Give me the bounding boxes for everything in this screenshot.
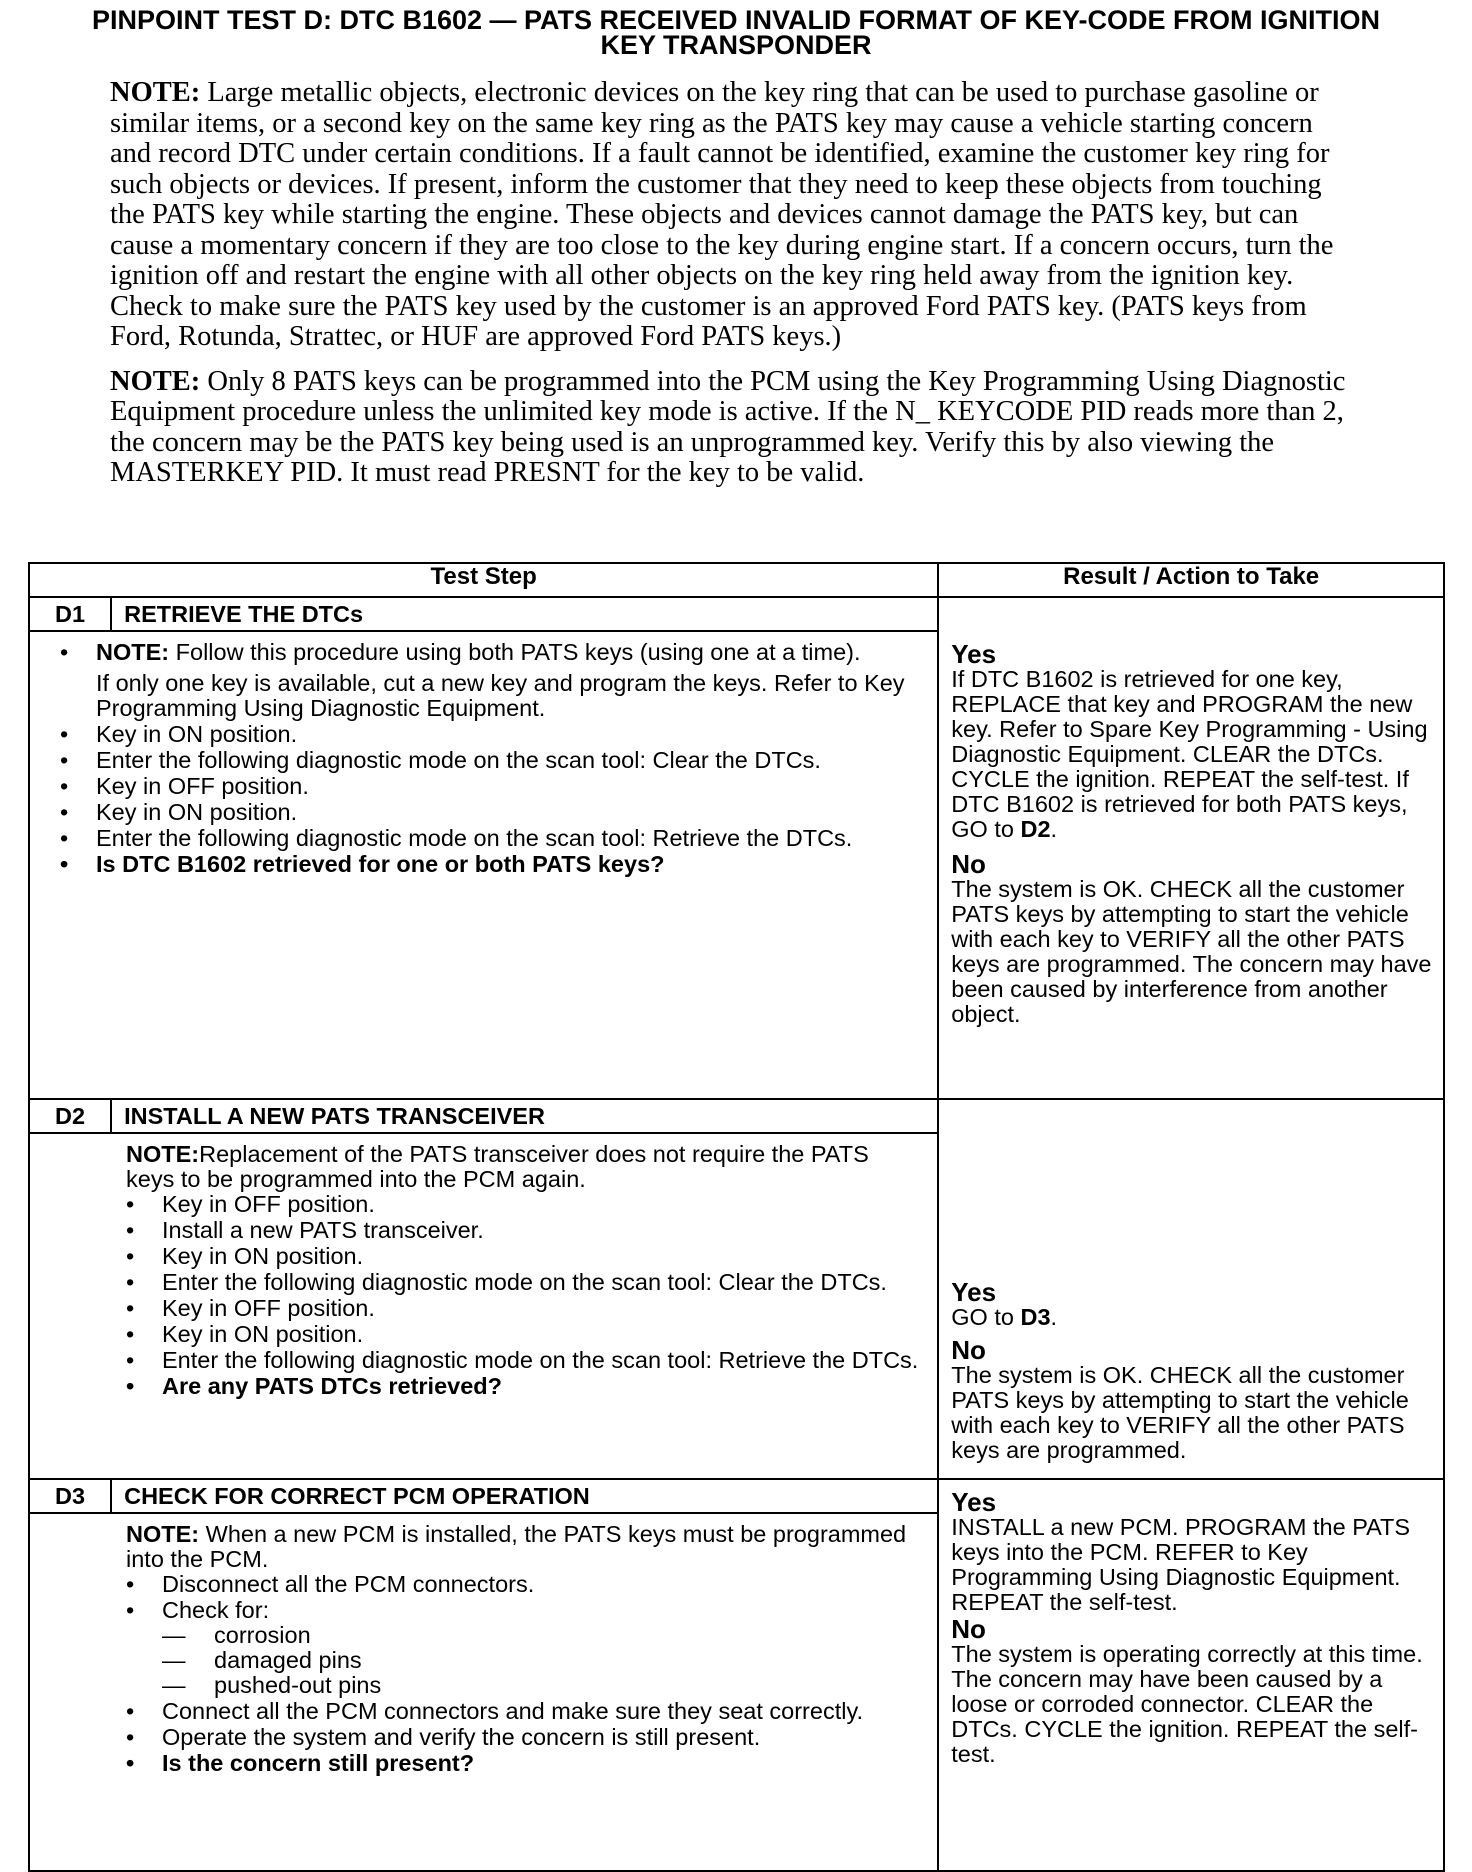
step-result-cell [938,597,1444,1099]
step-question: • Is the concern still present? [126,1751,919,1776]
check-item: — pushed-out pins [162,1673,919,1698]
step-note [126,1522,919,1572]
note-label: NOTE: [126,1521,200,1547]
list-item: • Enter the following diagnostic mode on the scan tool: Clear the DTCs. [60,748,919,773]
step-note [126,1142,919,1192]
note-text: Replacement of the PATS transceiver does not require the PATS keys to be programmed into the PCM again. [126,1141,869,1192]
step-bullet-list [126,1572,919,1776]
list-item: • Key in ON position. [60,722,919,747]
step-id: D1 [29,597,111,631]
check-items-list [162,1623,919,1698]
note-extra: If only one key is available, cut a new key and program the keys. Refer to Key Programming Using Diagnostic Equipment. [96,670,905,721]
note-text: When a new PCM is installed, the PATS keys must be programmed into the PCM. [126,1521,907,1572]
list-item: • Disconnect all the PCM connectors. [126,1572,919,1597]
result-yes-label: Yes [951,1277,997,1307]
step-result-cell [938,1099,1444,1479]
title-line-2: KEY TRANSPONDER [600,30,872,60]
goto-step-link: D3 [1020,1304,1051,1330]
list-item: • Key in ON position. [126,1322,919,1347]
list-item: • Key in OFF position. [126,1192,919,1217]
step-body-cell [29,631,938,1099]
check-item: — damaged pins [162,1648,919,1673]
step-bullet-list [60,640,919,877]
header-test-step: Test Step [29,563,938,597]
result-yes-text: INSTALL a new PCM. PROGRAM the PATS keys into the PCM. REFER to Key Programming Using Diagnostic Equipment. REPEAT the self-test. [951,1514,1411,1615]
note-label: NOTE: [110,365,201,397]
table-header-row [29,563,1444,597]
notes-section [110,78,1350,503]
step-title-row [29,1479,1444,1513]
step-id: D3 [29,1479,111,1513]
result-yes-end: . [1050,1304,1058,1330]
result-yes-label: Yes [951,639,997,669]
list-item: • Install a new PATS transceiver. [126,1218,919,1243]
title-line-1: PINPOINT TEST D: DTC B1602 — PATS RECEIVED INVALID FORMAT OF KEY-CODE FROM IGNITION [91,5,1381,35]
step-title-row [29,1099,1444,1133]
list-item: • Key in ON position. [126,1244,919,1269]
result-no-label: No [951,1614,986,1644]
list-item: • Key in ON position. [60,800,919,825]
step-id: D2 [29,1099,111,1133]
note-paragraph [110,78,1350,353]
result-no-text: The system is OK. CHECK all the customer PATS keys by attempting to start the vehicle with each key to VERIFY all the other PATS keys are programmed. [951,1362,1409,1463]
list-item: • Enter the following diagnostic mode on the scan tool: Retrieve the DTCs. [126,1348,919,1373]
goto-step-link: D2 [1020,816,1051,842]
list-item: • Key in OFF position. [126,1296,919,1321]
note-label: NOTE: [96,639,170,665]
result-no-text: The system is operating correctly at this time. The concern may have been caused by a loose or corroded connector. CLEAR the DTCs. CYCLE the ignition. REPEAT the self-test. [951,1641,1423,1767]
step-title: RETRIEVE THE DTCs [111,597,938,631]
step-bullet-list [126,1192,919,1399]
result-no-text: The system is OK. CHECK all the customer PATS keys by attempting to start the vehicle with each key to VERIFY all the other PATS keys are programmed. The concern may have been caused by interference from another object. [951,876,1432,1027]
result-no-label: No [951,1335,986,1365]
note-text: Only 8 PATS keys can be programmed into the PCM using the Key Programming Using Diagnostic Equipment procedure unless the unlimited key mode is active. If the N_ KEYCODE PID reads more than 2, the concern may be the PATS key being used is an unprogrammed key. Verify this by also viewing the MASTERKEY PID. It must read PRESNT for the key to be valid. [110,365,1346,488]
result-yes-end: . [1050,816,1058,842]
step-title: INSTALL A NEW PATS TRANSCEIVER [111,1099,938,1133]
check-for-label: Check for: [162,1597,270,1623]
step-body-cell [29,1513,938,1871]
result-no-label: No [951,849,986,879]
list-item: • Operate the system and verify the concern is still present. [126,1725,919,1750]
pinpoint-test-table [28,562,1445,1872]
result-yes-text [951,1305,1437,1330]
step-body-cell [29,1133,938,1479]
list-item: • Enter the following diagnostic mode on the scan tool: Clear the DTCs. [126,1270,919,1295]
note-label: NOTE: [126,1141,200,1167]
page-title [20,5,1452,60]
result-yes-text [951,667,1437,842]
step-result-cell [938,1479,1444,1871]
note-text: Large metallic objects, electronic devices on the key ring that can be used to purchase gasoline or similar items, or a second key on the same key ring as the PATS key may cause a vehicle starting concern and record DTC under certain conditions. If a fault cannot be identified, examine the customer key ring for such objects or devices. If present, inform the customer that they need to keep these objects from touching the PATS key while starting the engine. These objects and devices cannot damage the PATS key, but can cause a momentary concern if they are too close to the key during engine start. If a concern occurs, turn the ignition off and restart the engine with all other objects on the key ring held away from the ignition key. Check to make sure the PATS key used by the customer is an approved Ford PATS key. (PATS keys from Ford, Rotunda, Strattec, or HUF are approved Ford PATS keys.) [110,77,1334,352]
list-item: • Connect all the PCM connectors and make sure they seat correctly. [126,1699,919,1724]
check-item: — corrosion [162,1623,919,1648]
note-paragraph [110,367,1350,489]
list-item [60,640,919,721]
list-item [126,1598,919,1698]
list-item: • Enter the following diagnostic mode on the scan tool: Retrieve the DTCs. [60,826,919,851]
step-question: • Are any PATS DTCs retrieved? [126,1374,919,1399]
result-yes-body: If DTC B1602 is retrieved for one key, REPLACE that key and PROGRAM the new key. Refer to Spare Key Programming - Using Diagnostic Equipment. CLEAR the DTCs. CYCLE the ignition. REPEAT the self-test. If DTC B1602 is retrieved for both PATS keys, GO to [951,666,1428,842]
header-result-action: Result / Action to Take [938,563,1444,597]
result-yes-body: GO to [951,1304,1021,1330]
step-title-row [29,597,1444,631]
note-text: Follow this procedure using both PATS keys (using one at a time). [169,639,861,665]
step-title: CHECK FOR CORRECT PCM OPERATION [111,1479,938,1513]
list-item: • Key in OFF position. [60,774,919,799]
result-yes-label: Yes [951,1487,997,1517]
step-question: • Is DTC B1602 retrieved for one or both PATS keys? [60,852,919,877]
note-label: NOTE: [110,77,201,108]
